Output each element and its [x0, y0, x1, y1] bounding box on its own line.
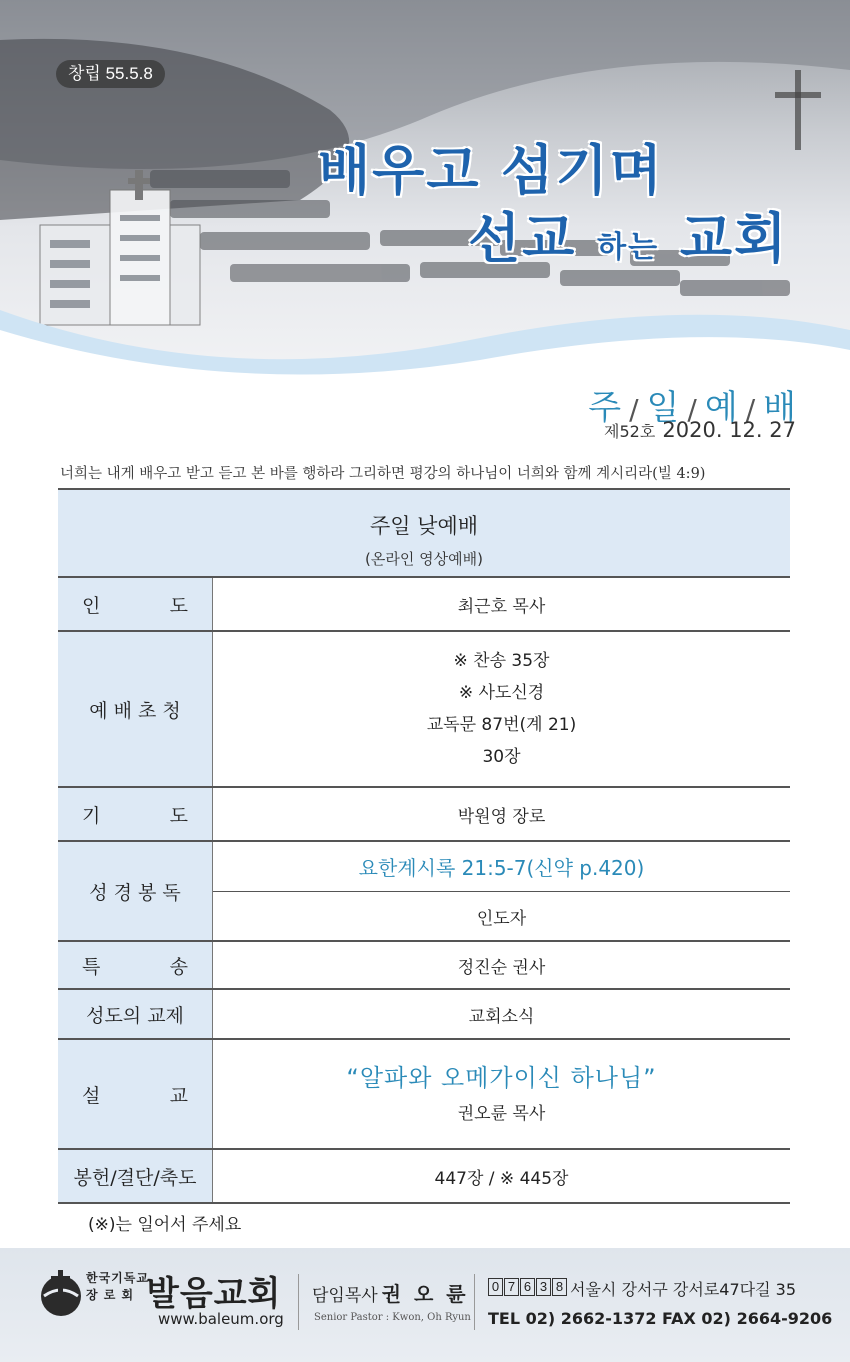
- header-photo: [0, 0, 850, 380]
- slogan-line-1: 배우고 섬기며: [318, 139, 664, 202]
- zip-digit: 6: [520, 1278, 535, 1296]
- scripture-reference: 요한계시록 21:5-7(신약 p.420): [358, 856, 645, 880]
- pastor-name: 권 오 륜: [381, 1282, 469, 1306]
- row-value: [213, 578, 790, 630]
- creed-line: ※ 사도신경: [458, 683, 545, 703]
- zip-code: [488, 1278, 567, 1296]
- row-value: [213, 1150, 790, 1202]
- zip-digit: 0: [488, 1278, 503, 1296]
- worship-order-table: [58, 488, 790, 1204]
- service-kind-char: 주: [588, 388, 626, 428]
- zip-digit: 7: [504, 1278, 519, 1296]
- church-website-link[interactable]: www.baleum.org: [158, 1310, 284, 1328]
- pastor-english: Senior Pastor : Kwon, Oh Ryun: [314, 1312, 471, 1323]
- footer-divider: [298, 1274, 299, 1330]
- row-label: 봉헌/결단/축도: [58, 1150, 213, 1202]
- row-closing: [58, 1150, 790, 1204]
- church-address: 서울시 강서구 강서로47다길 35: [570, 1280, 796, 1299]
- worship-title: 주일 낮예배: [369, 514, 479, 538]
- label-char: 도: [169, 594, 188, 617]
- denomination: [86, 1270, 149, 1304]
- issue-number: 제52호: [604, 422, 656, 441]
- church-logo-icon: [34, 1266, 88, 1320]
- worship-subtitle: (온라인 영상예배): [365, 550, 483, 568]
- row-label: 성 경 봉 독: [58, 842, 213, 940]
- service-date: 2020. 12. 27: [662, 418, 796, 442]
- denomination-line: 장 로 회: [86, 1288, 135, 1302]
- service-kind-char: 예: [704, 388, 742, 428]
- church-phone-fax: TEL 02) 2662-1372 FAX 02) 2664-9206: [488, 1309, 833, 1328]
- row-prayer: [58, 788, 790, 842]
- service-kind-title: 주 / 일 / 예 / 배: [588, 388, 800, 428]
- row-label: [58, 942, 213, 988]
- preacher-name: 권오륜 목사: [457, 1104, 546, 1124]
- standing-note: (※)는 일어서 주세요: [88, 1215, 242, 1235]
- row-value: [213, 942, 790, 988]
- theme-verse: 너희는 내게 배우고 받고 듣고 본 바를 행하라 그리하면 평강의 하나님이 너희와 함께 계시리라(빌 4:9): [60, 466, 706, 482]
- row-value: [213, 842, 790, 940]
- hymn-line: ※ 찬송 35장: [453, 651, 550, 671]
- service-kind-char: 일: [646, 388, 684, 428]
- issue-line: [604, 418, 796, 442]
- worship-order-header: [58, 490, 790, 578]
- sermon-title: “알파와 오메가이신 하나님”: [346, 1064, 657, 1092]
- footer: [0, 1248, 850, 1362]
- zip-digit: 8: [552, 1278, 567, 1296]
- zip-digit: 3: [536, 1278, 551, 1296]
- pastor-title: 담임목사: [312, 1286, 378, 1306]
- row-leader: [58, 578, 790, 632]
- prayer-leader-name: 박원영 장로: [457, 806, 546, 827]
- label-char: 특: [82, 955, 101, 978]
- church-name: 발음교회: [146, 1274, 282, 1314]
- established-badge: 창립 55.5.8: [56, 60, 165, 88]
- label-char: 기: [82, 804, 101, 827]
- row-value: [213, 990, 790, 1038]
- row-label: [58, 578, 213, 630]
- row-value: [213, 1040, 790, 1148]
- closing-hymns: 447장 / ※ 445장: [434, 1168, 569, 1189]
- row-label: 예 배 초 청: [58, 632, 213, 786]
- label-char: 교: [169, 1084, 188, 1107]
- fellowship-value: 교회소식: [468, 1006, 535, 1027]
- scripture-reader: 인도자: [213, 891, 790, 940]
- row-label: 성도의 교제: [58, 990, 213, 1038]
- leader-name: 최근호 목사: [457, 596, 546, 617]
- row-value: [213, 632, 790, 786]
- row-special-song: [58, 942, 790, 990]
- slogan-word-church: 교회: [679, 207, 789, 270]
- row-fellowship: [58, 990, 790, 1040]
- pastor-line: [312, 1278, 469, 1307]
- label-char: 송: [169, 955, 188, 978]
- singer-name: 정진순 권사: [457, 957, 546, 978]
- label-char: 인: [82, 594, 101, 617]
- slogan-word-mission: 선교: [468, 207, 577, 270]
- row-call-to-worship: [58, 632, 790, 788]
- footer-divider: [474, 1274, 475, 1330]
- hymn-line: 30장: [482, 747, 521, 767]
- label-char: 설: [82, 1084, 101, 1107]
- row-value: [213, 788, 790, 840]
- slogan-word-doing: 하는: [597, 230, 660, 265]
- service-kind-char: 배: [763, 388, 800, 428]
- slogan-line-2: [468, 196, 788, 273]
- row-scripture: [58, 842, 790, 942]
- row-sermon: [58, 1040, 790, 1150]
- row-label: [58, 1040, 213, 1148]
- denomination-line: 한국기독교: [86, 1271, 149, 1285]
- row-label: [58, 788, 213, 840]
- responsive-reading-line: 교독문 87번(계 21): [426, 715, 577, 735]
- label-char: 도: [169, 804, 188, 827]
